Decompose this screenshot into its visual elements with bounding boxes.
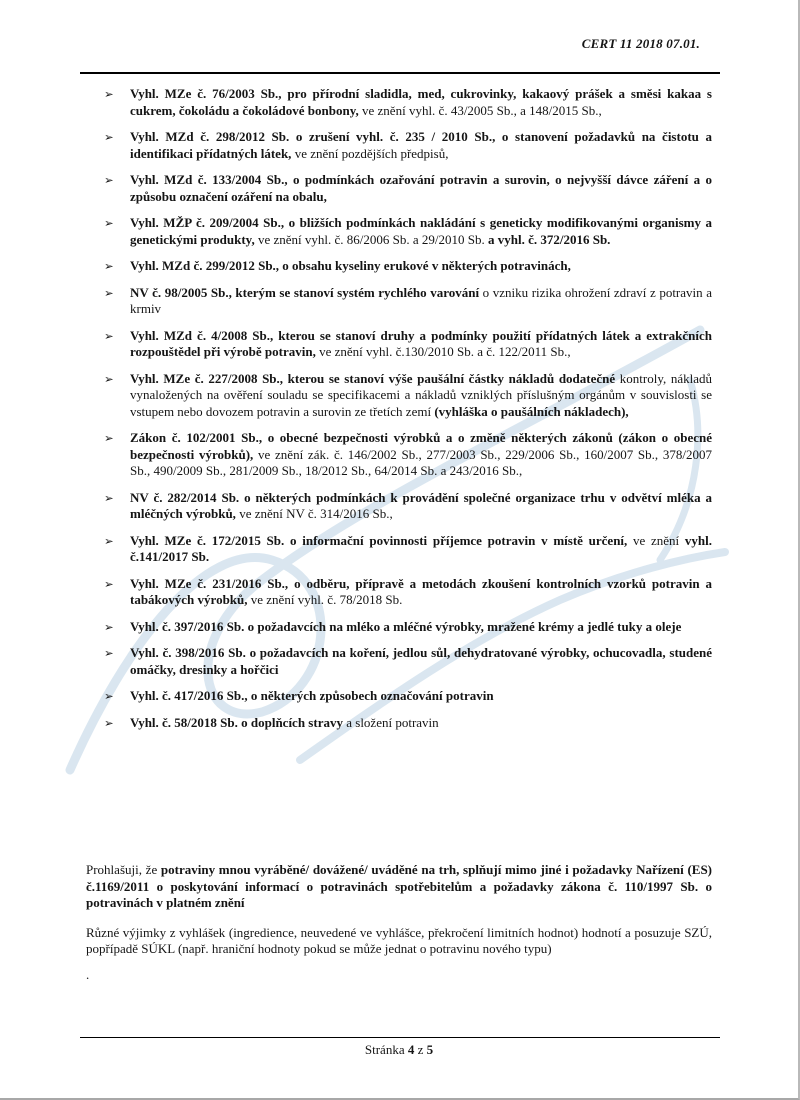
arrow-bullet-icon: ➢	[104, 371, 114, 386]
doc-code: CERT 11 2018 07.01.	[581, 36, 700, 51]
list-item	[88, 576, 712, 609]
text-segment: 5	[426, 1042, 434, 1057]
list-item-text	[130, 258, 712, 275]
list-item-text	[130, 215, 712, 248]
text-segment: a složení potravin	[342, 714, 439, 730]
list-item	[88, 258, 712, 275]
bottom-rule	[80, 1037, 720, 1038]
arrow-bullet-icon: ➢	[104, 216, 114, 230]
list-item-text	[130, 645, 712, 678]
text-segment: o vzniku rizika ohrožení zdraví z potravin a krmiv	[130, 284, 712, 316]
arrow-bullet-icon: ➢	[104, 715, 114, 730]
text-segment: ve znění pozdějších předpisů,	[291, 145, 449, 161]
arrow-bullet-icon: ➢	[104, 533, 114, 548]
paragraph	[86, 862, 712, 912]
arrow-bullet-icon: ➢	[104, 259, 114, 273]
text-segment: Vyhl. MZd č. 4/2008 Sb., kterou se stanoví druhy a podmínky použití přídatných látek a extrakčních rozpouštědel při výrobě potravin,	[130, 327, 712, 359]
list-item-text	[130, 533, 712, 566]
list-item-text	[130, 688, 712, 705]
text-segment: (vyhláška o paušálních nákladech),	[434, 403, 629, 419]
list-item	[88, 328, 712, 361]
text-segment: ve znění NV č. 314/2016 Sb.,	[235, 506, 393, 521]
list-item	[88, 619, 712, 636]
paragraph	[86, 925, 712, 958]
arrow-bullet-icon: ➢	[104, 328, 114, 343]
text-segment: Vyhl. č. 398/2016 Sb. o požadavcích na koření, jedlou sůl, dehydratované výrobky, ochucovadla, studené omáčky, dresinky a hořčici	[130, 645, 712, 677]
arrow-bullet-icon: ➢	[104, 87, 114, 101]
list-item	[88, 533, 712, 566]
arrow-bullet-icon: ➢	[104, 646, 114, 660]
text-segment: Vyhl. MZe č. 76/2003 Sb., pro přírodní sladidla, med, cukrovinky, kakaový prášek a směsi kakaa s cukrem, čokoládu a čokoládové bonbony,	[130, 86, 712, 118]
arrow-bullet-icon: ➢	[104, 619, 114, 634]
text-segment: Vyhl. č. 58/2018 Sb. o doplňcích stravy	[130, 714, 343, 730]
text-segment: potraviny mnou vyráběné/ dovážené/ uváděné na trh, splňují mimo jiné i požadavky Nařízení (ES) č.1169/2011 o poskytování informací o potravinách spotřebitelům a požadavky zákona č. 110/1997 Sb. o potravinách v platném znění	[86, 862, 712, 910]
text-segment: ve znění zák. č. 146/2002 Sb., 277/2003 Sb., 229/2006 Sb., 160/2007 Sb., 378/2007 Sb., 490/2009 Sb., 281/2009 Sb., 18/2012 Sb., 64/2014 Sb. a 243/2016 Sb.,	[130, 446, 712, 478]
text-segment: ve znění	[627, 532, 685, 548]
list-item-text	[130, 328, 712, 361]
arrow-bullet-icon: ➢	[104, 285, 114, 300]
list-item-text	[130, 430, 712, 480]
document-header	[582, 36, 700, 52]
arrow-bullet-icon: ➢	[104, 576, 114, 591]
list-item-text	[130, 715, 712, 732]
text-segment: Zákon č. 102/2001 Sb., o obecné bezpečnosti výrobků a o změně některých zákonů (zákon o obecné bezpečnosti výrobků),	[130, 430, 712, 462]
text-segment: ve znění vyhl. č. 78/2018 Sb.	[247, 592, 403, 607]
stray-period: .	[86, 966, 90, 982]
list-item	[88, 688, 712, 705]
text-segment: a vyhl. č. 372/2016 Sb.	[487, 231, 611, 247]
paragraphs	[86, 862, 712, 983]
list-item-text	[130, 86, 712, 119]
list-item	[88, 86, 712, 119]
text-segment: z	[414, 1042, 427, 1057]
arrow-bullet-icon: ➢	[104, 689, 114, 703]
text-segment: Vyhl. MZd č. 133/2004 Sb., o podmínkách ozařování potravin a surovin, o nejvyšší dávce záření a o způsobu označení ozáření na obalu,	[130, 172, 712, 204]
text-segment: Vyhl. MZe č. 172/2015 Sb. o informační povinnosti příjemce potravin v místě určení,	[130, 532, 628, 548]
text-segment: ve znění vyhl. č.130/2010 Sb. a č. 122/2011 Sb.,	[315, 344, 571, 359]
text-segment: vyhl. č.141/2017 Sb.	[130, 532, 712, 564]
text-segment: Vyhl. MZe č. 231/2016 Sb., o odběru, přípravě a metodách zkoušení kontrolních vzorků potravin a tabákových výrobků,	[130, 575, 712, 607]
list-item-text	[130, 371, 712, 421]
list-item-text	[130, 285, 712, 318]
list-item	[88, 285, 712, 318]
text-segment: Různé výjimky z vyhlášek (ingredience, neuvedené ve vyhlášce, překročení limitních hodnot) hodnotí a posuzuje SZÚ, popřípadě SÚKL (např. hraniční hodnoty pokud se může jednat o potravinu nového typu)	[86, 924, 712, 956]
arrow-bullet-icon: ➢	[104, 130, 114, 144]
arrow-bullet-icon: ➢	[104, 173, 114, 187]
text-segment: Vyhl. MZe č. 227/2008 Sb., kterou se stanoví výše paušální částky nákladů dodatečné	[130, 370, 616, 386]
list-item	[88, 215, 712, 248]
list-item-text	[130, 619, 712, 636]
text-segment: ve znění vyhl. č. 43/2005 Sb., a 148/2015 Sb.,	[358, 102, 602, 118]
text-segment: Vyhl. č. 397/2016 Sb. o požadavcích na mléko a mléčné výrobky, mražené krémy a jedlé tuky a oleje	[130, 618, 682, 634]
list-item	[88, 715, 712, 732]
top-rule	[80, 72, 720, 74]
text-segment: 4	[407, 1042, 415, 1057]
text-segment: Stránka	[364, 1042, 408, 1057]
text-segment: ve znění vyhl. č. 86/2006 Sb. a 29/2010 Sb.	[254, 231, 488, 247]
arrow-bullet-icon: ➢	[104, 431, 114, 445]
list-item	[88, 172, 712, 205]
list-item-text	[130, 576, 712, 609]
text-segment: Prohlašuji, že	[86, 862, 161, 877]
text-segment: Vyhl. MŽP č. 209/2004 Sb., o bližších podmínkách nakládání s geneticky modifikovanými organismy a genetickými produkty,	[130, 215, 712, 247]
list-item	[88, 129, 712, 162]
list-item-text	[130, 129, 712, 162]
regulation-list	[88, 86, 712, 741]
page-number	[0, 1042, 798, 1058]
text-segment: Vyhl. MZd č. 298/2012 Sb. o zrušení vyhl. č. 235 / 2010 Sb., o stanovení požadavků na čistotu a identifikaci přídatných látek,	[130, 129, 712, 161]
text-segment: kontroly, nákladů vynaložených na ověření souladu se specifikacemi a nákladů vzniklých příslušným orgánům v souvislosti se vstupem nebo dovozem potravin a surovin ze třetích zemí	[130, 370, 712, 419]
text-segment: NV č. 282/2014 Sb. o některých podmínkách k provádění společné organizace trhu v odvětví mléka a mléčných výrobků,	[130, 489, 712, 521]
list-item	[88, 490, 712, 523]
arrow-bullet-icon: ➢	[104, 490, 114, 505]
list-item	[88, 430, 712, 480]
list-item-text	[130, 490, 712, 523]
text-segment: Vyhl. MZd č. 299/2012 Sb., o obsahu kyseliny erukové v některých potravinách,	[130, 258, 571, 273]
text-segment: Vyhl. č. 417/2016 Sb., o některých způsobech označování potravin	[130, 688, 494, 703]
list-item	[88, 371, 712, 421]
text-segment: NV č. 98/2005 Sb., kterým se stanoví systém rychlého varování	[130, 284, 480, 300]
list-item	[88, 645, 712, 678]
list-item-text	[130, 172, 712, 205]
